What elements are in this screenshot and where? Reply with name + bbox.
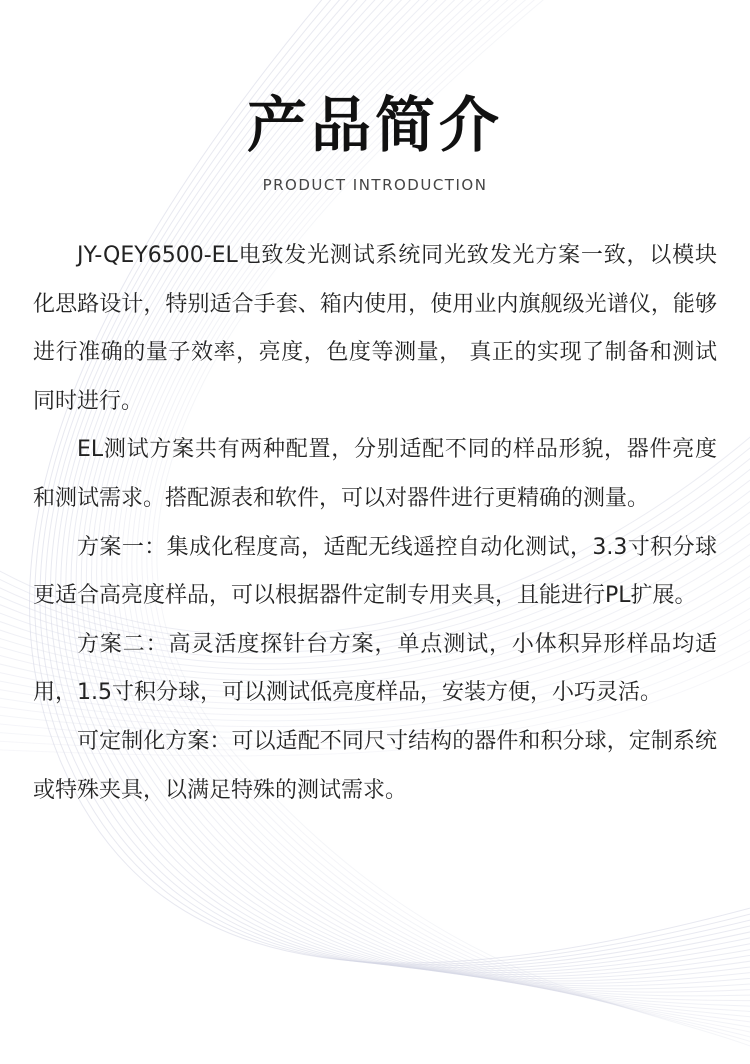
page-title: 产品简介 [247,91,503,161]
intro-body [33,232,717,815]
paragraph-scheme-two: 方案二：高灵活度探针台方案，单点测试，小体积异形样品均适用，1.5寸积分球，可以测试低亮度样品，安装方便，小巧灵活。 [33,631,717,706]
paragraph-overview: JY-QEY6500-EL电致发光测试系统同光致发光方案一致，以模块化思路设计，特别适合手套、箱内使用，使用业内旗舰级光谱仪，能够进行准确的量子效率，亮度，色度等测量， 真正的实现了制备和测试同时进行。 [33,243,717,414]
paragraph-configurations: EL测试方案共有两种配置，分别适配不同的样品形貌，器件亮度和测试需求。搭配源表和软件，可以对器件进行更精确的测量。 [33,437,717,511]
paragraph-scheme-one: 方案一：集成化程度高，适配无线遥控自动化测试，3.3寸积分球更适合高亮度样品，可以根据器件定制专用夹具，且能进行PL扩展。 [33,534,717,609]
page-subtitle: PRODUCT INTRODUCTION [262,176,488,194]
paragraph-custom-scheme: 可定制化方案：可以适配不同尺寸结构的器件和积分球，定制系统或特殊夹具，以满足特殊的测试需求。 [33,728,717,803]
